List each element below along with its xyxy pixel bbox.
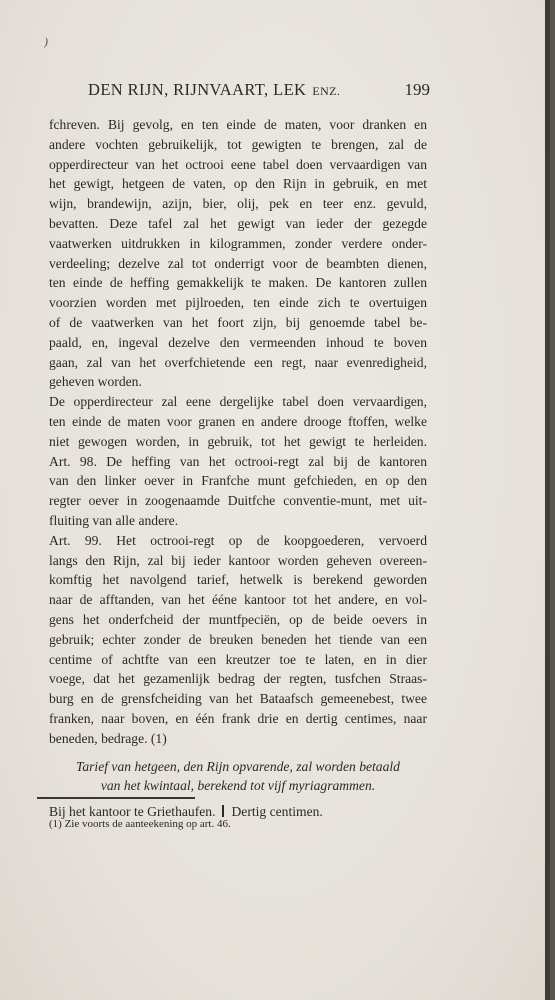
text-line: geheven worden. <box>49 374 142 390</box>
page-edge <box>545 0 550 1000</box>
text-line: van den linker oever in Franfche munt gefchieden, en op den <box>49 473 427 489</box>
text-line: bevatten. Deze tafel zal het gewigt van ieder der gezegde <box>49 215 427 231</box>
text-line: Art. 98. De heffing van het octrooi-regt zal bij de kantoren <box>49 453 427 469</box>
text-line: centime of achtfte van een kreutzer toe te laten, en in dier <box>49 651 427 667</box>
text-line: Art. 99. Het octrooi-regt op de koopgoederen, vervoerd <box>49 532 427 548</box>
text-line: fluiting van alle andere. <box>49 512 179 528</box>
text-line: wijn, brandewijn, azijn, bier, olij, pek en teer enz. gevuld, <box>49 196 427 212</box>
text-line: regter oever in zoogenaamde Duitfche conventie-munt, met uit- <box>49 493 427 509</box>
body-text <box>49 115 427 822</box>
text-line: burg en de grensfcheiding van het Bataafsch gemeenebest, twee <box>49 691 427 707</box>
text-line: ten einde de heffing gemakkelijk te maken. De kantoren zullen <box>49 275 427 291</box>
page-number: 199 <box>404 80 430 99</box>
running-head <box>88 80 340 100</box>
page-header <box>88 80 430 102</box>
text-line: franken, naar boven, en één frank drie en dertig centimes, naar <box>49 710 427 726</box>
text-line: voorzien worden met pijlroeden, ten einde zich te overtuigen <box>49 295 427 311</box>
text-line: niet gewogen worden, in gebruik, tot het gewigt te herleiden. <box>49 433 427 449</box>
text-line: gens het onderfcheid der muntfpeciën, op de beide oevers in <box>49 611 427 627</box>
tariff-office: Bij het kantoor te Griethaufen. <box>49 804 216 820</box>
text-line: vaatwerken uitdrukken in kilogrammen, zonder verdere onder- <box>49 235 427 251</box>
text-line: beneden, bedrage. (1) <box>49 730 167 746</box>
tariff-separator <box>222 805 224 817</box>
text-line: of de vaatwerken van het foort zijn, bij genoemde tabel be- <box>49 314 427 330</box>
text-line: het gewigt, hetgeen de vaten, op den Rijn in gebruik, en met <box>49 176 427 192</box>
running-head-title: DEN RIJN, RIJNVAART, LEK <box>88 80 307 99</box>
text-line: andere vochten gebruikelijk, tot gewigten te brengen, zal de <box>49 136 427 152</box>
tariff-heading-line: van het kwintaal, berekend tot vijf myriagrammen. <box>100 778 376 794</box>
text-line: De opperdirecteur zal eene dergelijke tabel doen vervaardigen, <box>49 394 427 410</box>
footnote-rule <box>37 797 195 799</box>
text-line: verdeeling; dezelve zal tot onderrigt voor de beambten dienen, <box>49 255 427 271</box>
text-line: langs den Rijn, zal bij ieder kantoor worden geheven overeen- <box>49 552 427 568</box>
text-line: komftig het navolgend tarief, hetwelk is berekend geworden <box>49 572 427 588</box>
text-line: fchreven. Bij gevolg, en ten einde de maten, voor dranken en <box>49 117 427 132</box>
text-line: naar de afftanden, van het ééne kantoor tot het andere, en vol- <box>49 592 427 608</box>
running-head-enz: ENZ. <box>312 84 341 98</box>
corner-mark: ) <box>44 36 49 49</box>
text-line: opperdirecteur van het octrooi eene tabel doen vervaardigen van <box>49 156 427 172</box>
text-line: gebruik; echter zonder de breuken beneden het tiende van een <box>49 631 427 647</box>
text-line: voege, dat het gezamenlijk bedrag der regten, tusfchen Straas- <box>49 671 427 687</box>
text-line: gaan, zal van het overfchietende een regt, naar evenredigheid, <box>49 354 427 370</box>
footnote: (1) Zie voorts de aanteekening op art. 46. <box>49 818 231 830</box>
tariff-heading <box>49 757 427 797</box>
tariff-amount: Dertig centimen. <box>231 804 323 820</box>
text-line: ten einde de maten voor granen en andere drooge ftoffen, welke <box>49 413 427 429</box>
text-line: paald, en, ingeval dezelve den vermeenden inhoud te boven <box>49 334 427 350</box>
tariff-heading-line: Tarief van hetgeen, den Rijn opvarende, zal worden betaald <box>76 758 400 774</box>
